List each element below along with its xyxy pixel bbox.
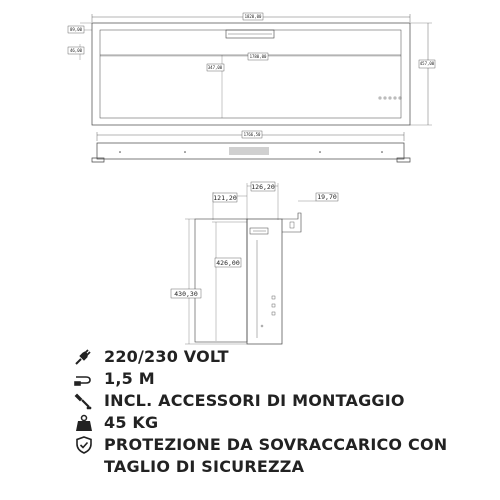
front-view bbox=[68, 13, 435, 125]
dim-front-height: 457,00 bbox=[419, 61, 435, 66]
dim-inner-width: 1780,00 bbox=[249, 54, 267, 59]
dim-top-width: 1766,50 bbox=[243, 132, 261, 137]
dim-side-inner-height: 426,00 bbox=[216, 259, 240, 267]
dim-inner-offset: 46,00 bbox=[69, 48, 83, 53]
plug-icon bbox=[74, 348, 94, 366]
spec-accessories bbox=[74, 390, 494, 412]
side-view bbox=[171, 182, 338, 344]
spec-weight bbox=[74, 412, 494, 434]
top-right-bracket bbox=[397, 158, 410, 162]
spec-protection-line2: TAGLIO DI SICUREZZA bbox=[104, 457, 305, 476]
spec-voltage-label: 220/230 VOLT bbox=[104, 347, 229, 366]
spec-cable-label: 1,5 M bbox=[104, 369, 155, 388]
dim-top-offset: 89,00 bbox=[69, 27, 83, 32]
spec-accessories-label: INCL. ACCESSORI DI MONTAGGIO bbox=[104, 391, 405, 410]
top-vent-slots bbox=[230, 147, 268, 155]
spec-protection-label bbox=[104, 434, 447, 478]
control-buttons bbox=[379, 97, 401, 99]
side-unit-body bbox=[247, 219, 282, 344]
side-wall-plate bbox=[195, 219, 247, 342]
spec-weight-label: 45 KG bbox=[104, 413, 159, 432]
spec-protection bbox=[74, 434, 494, 478]
dim-inner-height: 347,00 bbox=[207, 65, 223, 70]
dim-side-total-height: 430,30 bbox=[174, 290, 198, 298]
spec-cable bbox=[74, 368, 494, 390]
dim-front-width: 1820,00 bbox=[244, 14, 262, 19]
dim-side-depth: 126,20 bbox=[251, 183, 275, 191]
front-inner-glass bbox=[100, 30, 401, 118]
dim-side-bracket: 19,70 bbox=[317, 193, 337, 201]
spec-list bbox=[74, 346, 494, 478]
cable-icon bbox=[74, 370, 94, 388]
top-body bbox=[97, 143, 404, 159]
spec-voltage bbox=[74, 346, 494, 368]
shield-check-icon bbox=[74, 436, 94, 454]
top-left-bracket bbox=[92, 158, 104, 162]
dim-side-offset: 121,20 bbox=[213, 194, 237, 202]
spec-protection-line1: PROTEZIONE DA SOVRACCARICO CON bbox=[104, 435, 448, 454]
screwdriver-icon bbox=[74, 392, 94, 410]
side-bracket bbox=[282, 213, 301, 232]
weight-icon bbox=[74, 414, 94, 432]
